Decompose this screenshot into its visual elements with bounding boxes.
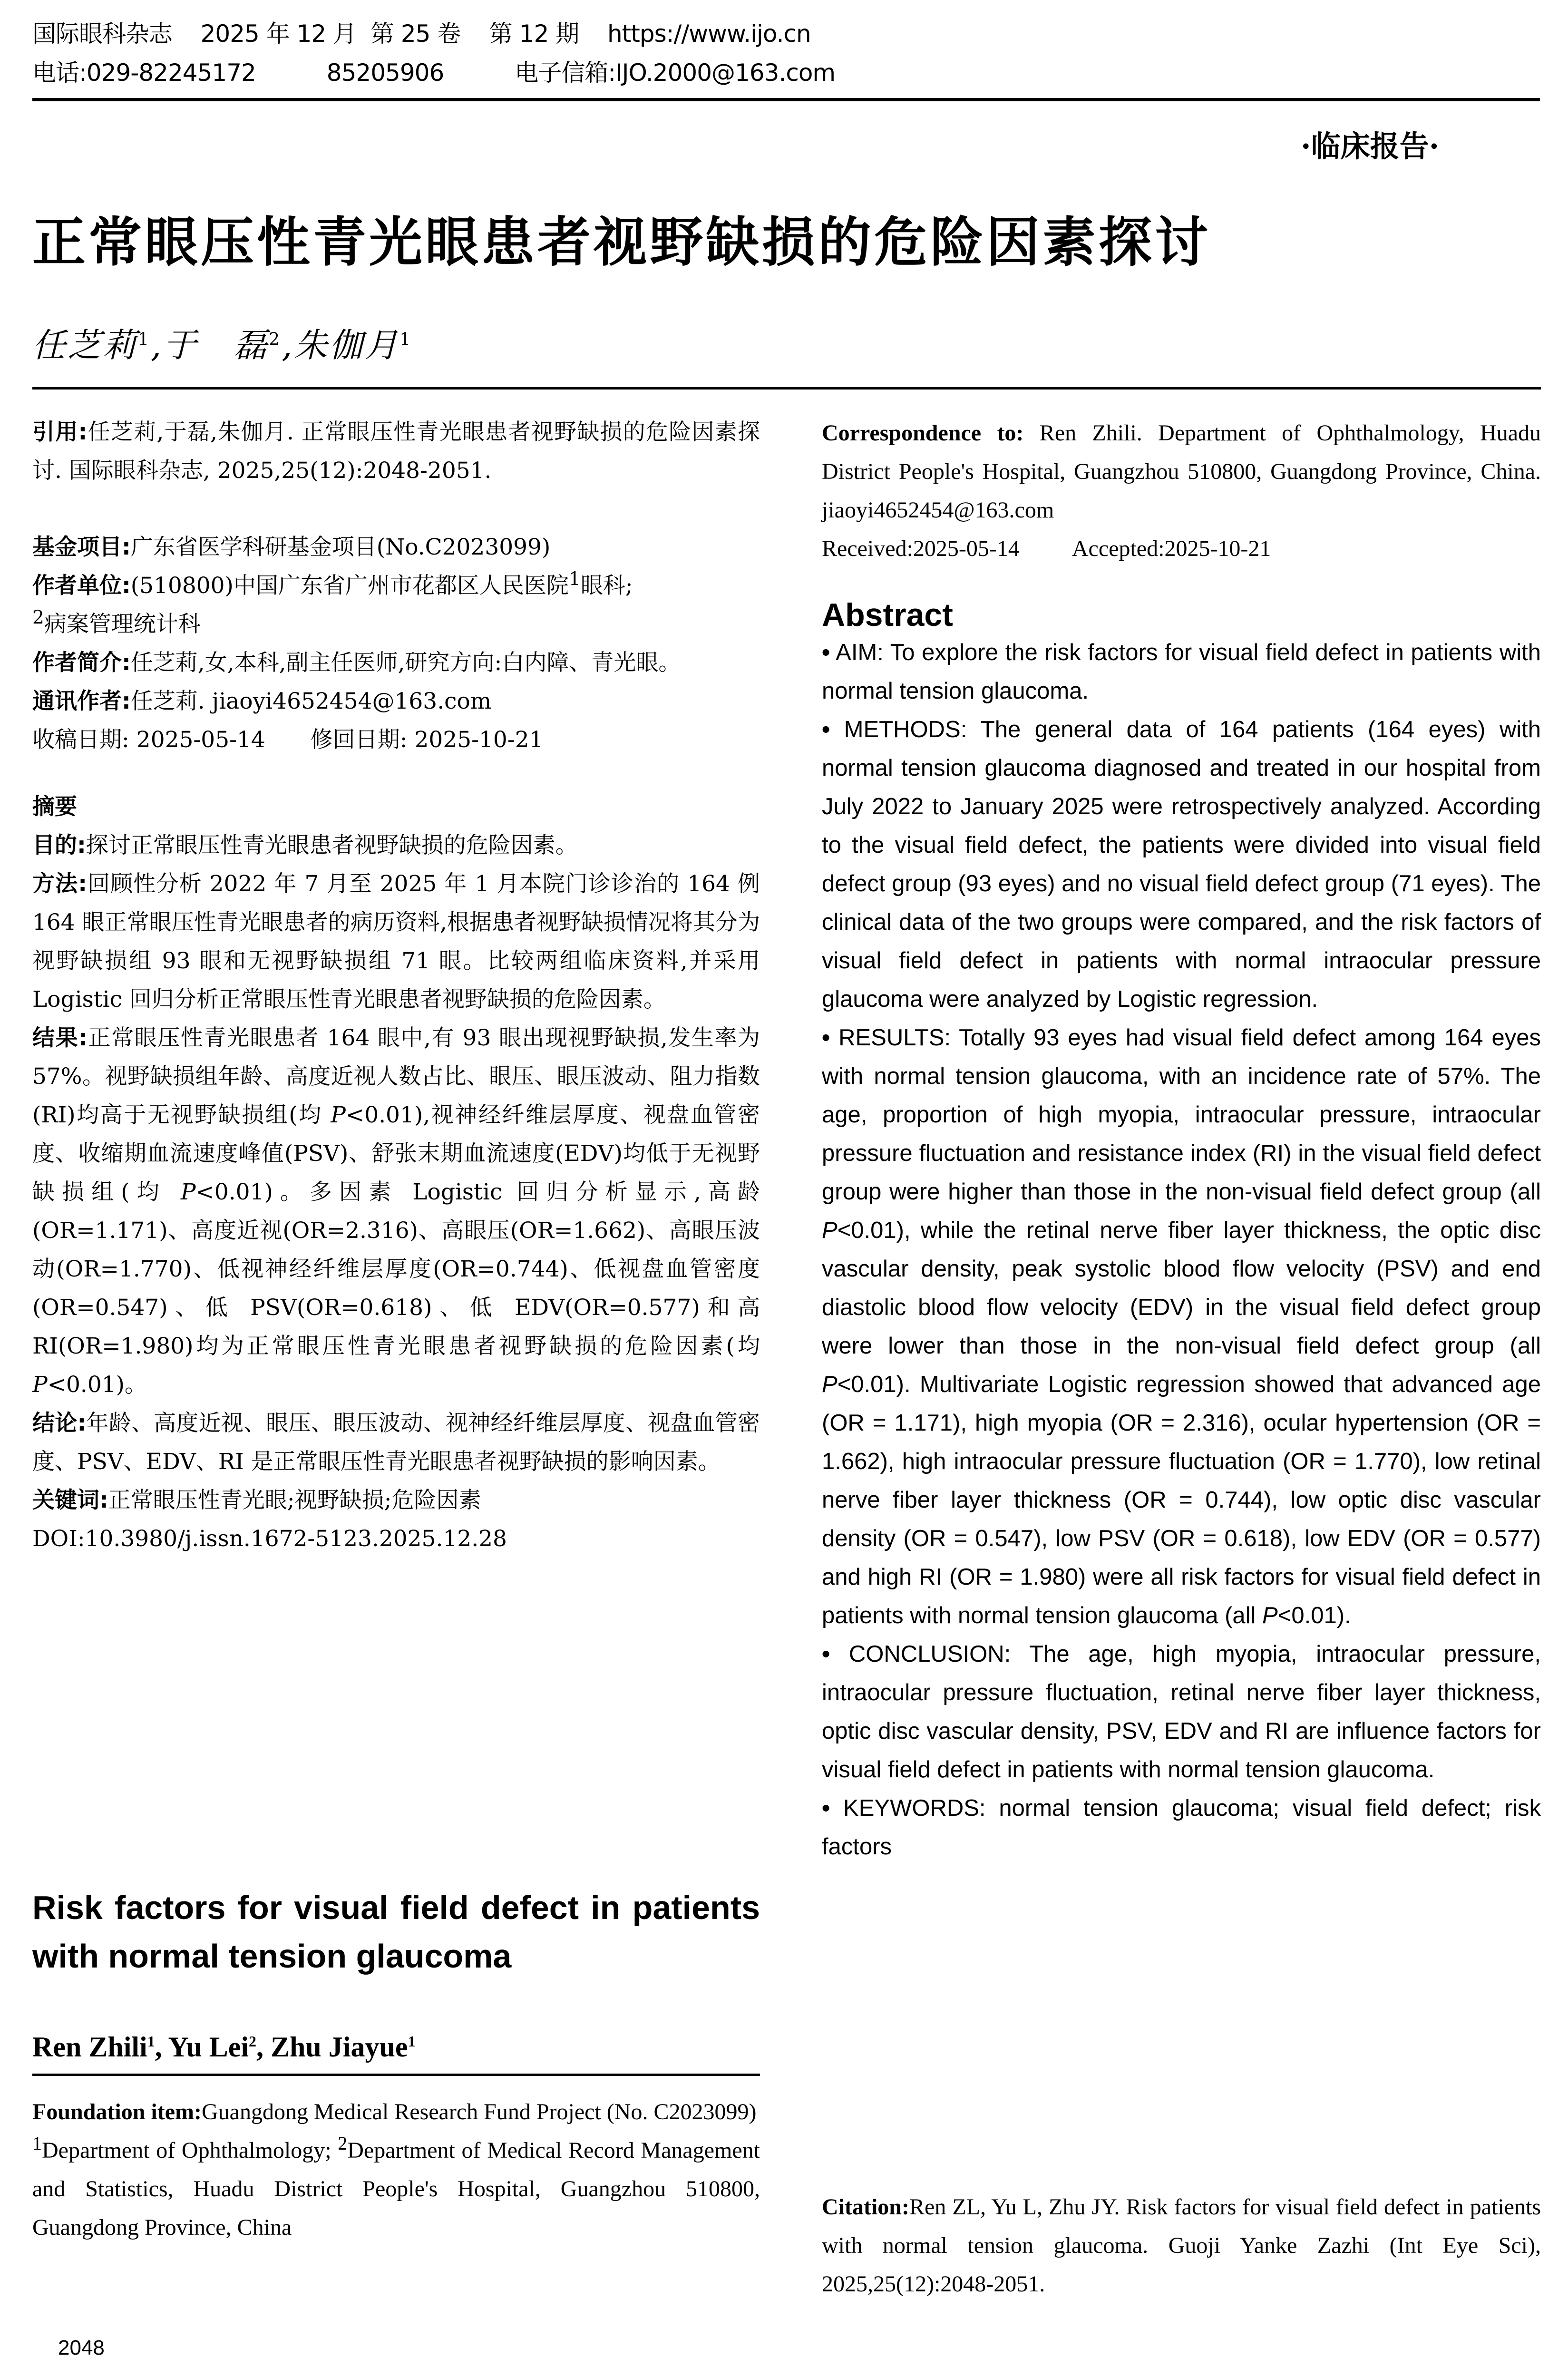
received-cn-date: 2025-05-14 xyxy=(136,727,265,753)
results-en-p-2: P xyxy=(822,1372,838,1397)
affil-sup-2: 2 xyxy=(32,607,44,629)
author-en-1-affil: 1 xyxy=(147,2033,155,2050)
affiliation-cn xyxy=(32,566,760,643)
issue-number: 第 12 期 xyxy=(488,20,579,48)
author-en-2: Yu Lei xyxy=(168,2031,249,2063)
corresponding-cn-text: 任芝莉. jiaoyi4652454@163.com xyxy=(130,688,492,714)
conclusion-cn-label: 结论: xyxy=(32,1410,87,1436)
results-cn-text-1: 正常眼压性青光眼患者 164 眼中,有 93 眼出现视野缺损,发生率为 57%。视野缺损组年龄、高度近视人数占比、眼压、眼压波动、阻力指数(RI)均高于无视野缺损组(均 xyxy=(32,1025,760,1128)
citation-en xyxy=(822,2188,1541,2303)
bullet-icon: • xyxy=(822,640,830,665)
results-en xyxy=(822,1019,1541,1635)
abstract-en-heading: Abstract xyxy=(822,597,953,633)
abstract-cn-heading-text: 摘要 xyxy=(32,794,77,820)
abstract-cn-heading xyxy=(32,788,760,826)
corresponding-cn xyxy=(32,682,760,721)
correspondence-en xyxy=(822,414,1541,529)
author-cn-1: 任芝莉 xyxy=(32,326,138,365)
bullet-icon: • xyxy=(822,1795,830,1821)
english-title-block xyxy=(32,1883,760,1980)
phone-label: 电话: xyxy=(32,59,87,87)
aim-en-text: To explore the risk factors for visual field defect in patients with normal tension glaucoma. xyxy=(822,640,1541,704)
citation-cn-text: 任芝莉,于磊,朱伽月. 正常眼压性青光眼患者视野缺损的危险因素探讨. 国际眼科杂志, 2025,25(12):2048-2051. xyxy=(32,419,760,484)
dept-en-text-1: Department of Ophthalmology; xyxy=(42,2138,338,2163)
english-authors-rule xyxy=(32,2074,760,2076)
journal-email-link[interactable]: IJO.2000@163.com xyxy=(615,59,836,87)
results-cn-p-2: P xyxy=(180,1179,196,1205)
results-cn-p-1: P xyxy=(331,1102,346,1128)
keywords-cn-label: 关键词: xyxy=(32,1487,108,1513)
author-cn-2: 于 磊 xyxy=(163,326,269,365)
affiliation-cn-label: 作者单位: xyxy=(32,573,131,599)
received-en-label: Received: xyxy=(822,536,913,561)
dates-en xyxy=(822,529,1541,568)
conclusion-en-label: CONCLUSION: xyxy=(848,1641,1011,1667)
keywords-cn xyxy=(32,1481,760,1520)
author-en-3: Zhu Jiayue xyxy=(271,2031,408,2063)
keywords-en-text: normal tension glaucoma; visual field defect; risk factors xyxy=(822,1795,1541,1860)
journal-name: 国际眼科杂志 xyxy=(32,20,172,48)
received-cn-label: 收稿日期: xyxy=(32,727,129,753)
affil-sup-1: 1 xyxy=(568,568,581,590)
results-cn-p-3: P xyxy=(32,1372,48,1398)
citation-en-block xyxy=(822,2188,1541,2303)
corresponding-cn-label: 通讯作者: xyxy=(32,688,131,714)
doi-link[interactable]: DOI:10.3980/j.issn.1672-5123.2025.12.28 xyxy=(32,1526,507,1552)
bio-cn-label: 作者简介: xyxy=(32,650,131,676)
conclusion-en xyxy=(822,1635,1541,1789)
authors-cn: 任芝莉$^1$,于 磊$^2$,朱伽月$^1$ xyxy=(32,326,413,365)
author-cn-1-affil: 1 xyxy=(138,330,151,350)
foundation-en-block xyxy=(32,2093,760,2247)
results-en-p-1: P xyxy=(822,1218,838,1243)
methods-cn-text: 回顾性分析 2022 年 7 月至 2025 年 1 月本院门诊诊治的 164 例 164 眼正常眼压性青光眼患者的病历资料,根据患者视野缺损情况将其分为视野缺损组 93 眼和无视野缺损组 71 眼。比较两组临床资料,并采用 Logistic 回归分析正常眼压性青光眼患者视野缺损的危险因素。 xyxy=(32,871,760,1013)
foundation-en-label: Foundation item: xyxy=(32,2099,202,2124)
results-en-text-2: <0.01), while the retinal nerve fiber layer thickness, the optic disc vascular density, peak systolic blood flow velocity (PSV) and end diastolic blood flow velocity (EDV) in the visual field defect group were lower than those in the non-visual field defect group (all xyxy=(822,1218,1541,1359)
header-rule xyxy=(32,98,1540,101)
section-tag: ·临床报告· xyxy=(1301,129,1440,164)
correspondence-en-text: Ren Zhili. Department of Ophthalmology, Huadu District People's Hospital, Guangzhou 510800, Guangdong Province, China. jiaoyi4652454@163.com xyxy=(822,420,1541,523)
dept-en-text-2: Department of Medical Record Management and Statistics, Huadu District People's Hospital, Guangzhou 510800, Guangdong Province, China xyxy=(32,2138,760,2240)
results-cn-label: 结果: xyxy=(32,1025,88,1051)
conclusion-cn-text: 年龄、高度近视、眼压、眼压波动、视神经纤维层厚度、视盘血管密度、PSV、EDV、RI 是正常眼压性青光眼患者视野缺损的影响因素。 xyxy=(32,1410,760,1475)
received-en-date: 2025-05-14 xyxy=(913,536,1020,561)
methods-en-text: The general data of 164 patients (164 eyes) with normal tension glaucoma diagnosed and treated in our hospital from July 2022 to January 2025 were retrospectively analyzed. According to the visual field defect, the patients were divided into visual field defect group (93 eyes) and no visual field defect group (71 eyes). The clinical data of the two groups were compared, and the risk factors of visual field defect in patients with normal intraocular pressure glaucoma were analyzed by Logistic regression. xyxy=(822,717,1541,1012)
citation-cn xyxy=(32,413,760,490)
foundation-en xyxy=(32,2093,760,2131)
accepted-en-label: Accepted: xyxy=(1071,536,1165,561)
article-title-cn: 正常眼压性青光眼患者视野缺损的危险因素探讨 xyxy=(32,212,1211,273)
keywords-cn-text: 正常眼压性青光眼;视野缺损;危险因素 xyxy=(108,1487,481,1513)
issue-date: 2025 年 12 月 xyxy=(200,20,357,48)
results-en-text-3: <0.01). Multivariate Logistic regression showed that advanced age (OR = 1.171), high myopia (OR = 2.316), ocular hypertension (OR = 1.662), high intraocular pressure fluctuation (OR = 1.770), low retinal nerve fiber layer thickness (OR = 0.744), low optic disc vascular density (OR = 0.547), low PSV (OR = 0.618), low EDV (OR = 0.577) and high RI (OR = 1.980) were all risk factors for visual field defect in patients with normal tension glaucoma (all xyxy=(822,1372,1541,1628)
running-header-line1 xyxy=(32,18,811,49)
bullet-icon: • xyxy=(822,1025,830,1051)
page-number: 2048 xyxy=(58,2336,105,2359)
phone-number-2: 85205906 xyxy=(326,59,444,87)
citation-en-label: Citation: xyxy=(822,2194,909,2220)
left-column xyxy=(32,413,760,1558)
bullet-icon: • xyxy=(822,717,830,742)
citation-en-text: Ren ZL, Yu L, Zhu JY. Risk factors for visual field defect in patients with normal tension glaucoma. Guoji Yanke Zazhi (Int Eye Sci), 2025,25(12):2048-2051. xyxy=(822,2194,1541,2297)
fund-cn xyxy=(32,528,760,566)
revised-cn-date: 2025-10-21 xyxy=(414,727,544,753)
author-cn-3-affil: 1 xyxy=(399,330,413,350)
affiliation-cn-dept2: 病案管理统计科 xyxy=(44,611,201,637)
email-label: 电子信箱: xyxy=(515,59,616,87)
volume: 第 25 卷 xyxy=(370,20,461,48)
aim-cn-label: 目的: xyxy=(32,832,86,858)
english-authors-block xyxy=(32,2031,760,2064)
bio-cn-text: 任芝莉,女,本科,副主任医师,研究方向:白内障、青光眼。 xyxy=(130,650,681,676)
authors-en: Ren Zhili$^1$, Yu Lei$^2$, Zhu Jiayue$^1$ xyxy=(32,2031,416,2063)
results-cn xyxy=(32,1019,760,1404)
dept-en-sup-2: 2 xyxy=(338,2133,348,2154)
author-rule xyxy=(32,387,1541,390)
dept-en-sup-1: 1 xyxy=(32,2133,42,2154)
results-en-text-4: <0.01). xyxy=(1277,1603,1351,1628)
fund-cn-text: 广东省医学科研基金项目(No.C2023099) xyxy=(130,534,551,560)
results-en-text-1: Totally 93 eyes had visual field defect among 164 eyes with normal tension glaucoma, with an incidence rate of 57%. The age, proportion of high myopia, intraocular pressure, intraocular pressure fluctuation and resistance index (RI) in the visual field defect group were higher than those in the non-visual field defect group (all xyxy=(822,1025,1541,1205)
author-en-1: Ren Zhili xyxy=(32,2031,147,2063)
author-cn-2-affil: 2 xyxy=(269,330,282,350)
conclusion-en-text: The age, high myopia, intraocular pressure, intraocular pressure fluctuation, retinal nerve fiber layer thickness, optic disc vascular density, PSV, EDV and RI are influence factors for visual field defect in patients with normal tension glaucoma. xyxy=(822,1641,1541,1783)
fund-cn-label: 基金项目: xyxy=(32,534,131,560)
author-en-2-affil: 2 xyxy=(249,2033,257,2050)
methods-en-label: METHODS: xyxy=(844,717,967,742)
affiliation-cn-dept1: 眼科; xyxy=(580,573,633,599)
right-column xyxy=(822,414,1541,1866)
aim-cn-text: 探讨正常眼压性青光眼患者视野缺损的危险因素。 xyxy=(86,832,578,858)
foundation-en-text: Guangdong Medical Research Fund Project (No. C2023099) xyxy=(202,2099,757,2124)
author-en-3-affil: 1 xyxy=(408,2033,416,2050)
correspondence-en-label: Correspondence to: xyxy=(822,420,1024,446)
results-cn-text-4: <0.01)。 xyxy=(47,1372,147,1398)
dates-cn xyxy=(32,721,760,759)
journal-website-link[interactable]: https://www.ijo.cn xyxy=(607,20,811,48)
methods-cn xyxy=(32,865,760,1019)
results-cn-text-3: <0.01)。多因素 Logistic 回归分析显示,高龄(OR=1.171)、高度近视(OR=2.316)、高眼压(OR=1.662)、高眼压波动(OR=1.770)、低视神经纤维层厚度(OR=0.744)、低视盘血管密度(OR=0.547)、低 PSV(OR=0.618)、低 EDV(OR=0.577)和高 RI(OR=1.980)均为正常眼压性青光眼患者视野缺损的危险因素(均 xyxy=(32,1179,760,1359)
results-cn-text-2: <0.01),视神经纤维层厚度、视盘血管密度、收缩期血流速度峰值(PSV)、舒张末期血流速度(EDV)均低于无视野缺损组(均 xyxy=(32,1102,760,1205)
running-header-line2 xyxy=(32,57,835,88)
methods-cn-label: 方法: xyxy=(32,871,87,897)
conclusion-cn xyxy=(32,1404,760,1481)
bullet-icon: • xyxy=(822,1641,830,1667)
aim-cn xyxy=(32,826,760,865)
doi xyxy=(32,1520,760,1558)
aim-en xyxy=(822,633,1541,711)
author-cn-3: 朱伽月 xyxy=(294,326,400,365)
methods-en xyxy=(822,711,1541,1019)
revised-cn-label: 修回日期: xyxy=(310,727,408,753)
results-en-label: RESULTS: xyxy=(838,1025,951,1051)
keywords-en-label: KEYWORDS: xyxy=(843,1795,986,1821)
article-title-en: Risk factors for visual field defect in patients with normal tension glaucoma xyxy=(32,1889,760,1975)
departments-en xyxy=(32,2131,760,2247)
accepted-en-date: 2025-10-21 xyxy=(1164,536,1271,561)
results-en-p-3: P xyxy=(1262,1603,1278,1628)
keywords-en xyxy=(822,1789,1541,1866)
affiliation-cn-text: (510800)中国广东省广州市花都区人民医院 xyxy=(130,573,569,599)
phone-number-1: 029-82245172 xyxy=(86,59,256,87)
bio-cn xyxy=(32,643,760,682)
citation-cn-label: 引用: xyxy=(32,419,88,445)
aim-en-label: AIM: xyxy=(836,640,884,665)
